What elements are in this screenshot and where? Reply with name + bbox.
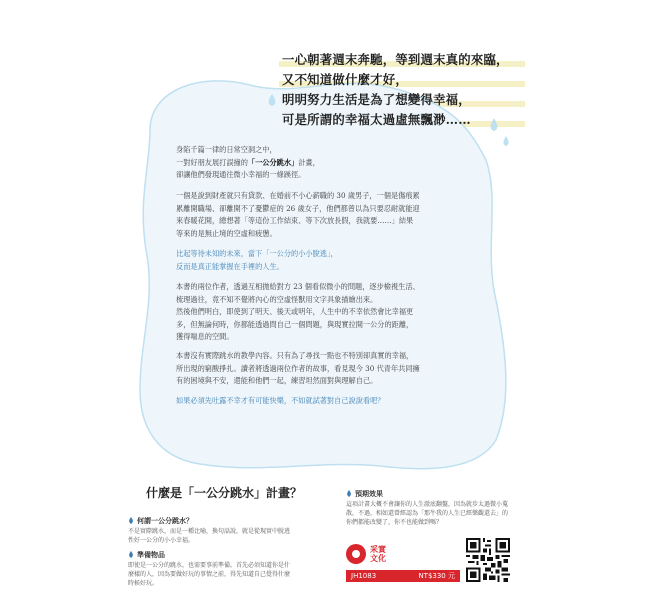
book-content-paragraph: [176, 350, 476, 388]
body-line: 一對好朋友展打誤撞的「一公分跳水」計畫，: [176, 157, 320, 167]
section-heading: 何謂一公分跳水？: [128, 516, 193, 526]
headline-line: 一心朝著週末奔馳，等到週末真的來臨，: [282, 50, 522, 70]
water-drop-icon: [346, 490, 352, 497]
blue-quote-1: [176, 248, 476, 273]
water-drop-icon: [269, 94, 276, 106]
body-line: 身陷千篇一律的日常空洞之中，: [176, 145, 277, 154]
body-line: 如果必須先吐露不幸才有可能快樂，不如就試著對自己說說看吧？: [176, 396, 385, 405]
headline-line: 可是所謂的幸福太過虛無飄渺……: [282, 110, 522, 130]
body-line: 所出現的窮酸掙扎。讀者將透過兩位作者的故事，看見現今 30 代青年共同擁: [176, 363, 420, 373]
story-paragraph: [176, 190, 476, 240]
section-heading: 準備物品: [128, 550, 165, 560]
water-drop-icon: [503, 136, 508, 146]
body-line: 梳理過往，竟不知不覺將內心的空虛怪獸用文字具象描繪出來。: [176, 294, 378, 304]
body-line: 有的困境與不安，還能和他們一起，練習坦然面對與理解自己。: [176, 376, 378, 386]
water-drop-icon: [128, 517, 134, 524]
body-line: 一個是說到財產就只有貸款、在婚前不小心薪職的 30 歲男子，一個是傷痕累: [176, 191, 420, 200]
headline-line: 明明努力生活是為了想變得幸福，: [282, 90, 522, 110]
qr-code-icon: [466, 538, 510, 582]
publisher-logo-icon: [346, 544, 366, 564]
body-line: 反而是真正能掌握在手裡的人生。: [176, 261, 284, 271]
body-line: 然後他們明白，即使到了明天、後天或明年，人生中的不幸依然會比幸福更: [176, 307, 414, 317]
body-line: 累離開職場、卻離開不了憂鬱症的 26 歲女子，他們都曾以為只要忍耐就能迎: [176, 203, 420, 213]
headline-line: 又不知道做什麼才好，: [282, 70, 522, 90]
book-code: JH1083: [351, 572, 377, 580]
publisher-logo: 采實 文化: [346, 544, 402, 564]
body-line: 獲得喘息的空間。: [176, 332, 234, 342]
headline: [282, 50, 522, 130]
water-drop-icon: [128, 551, 134, 558]
book-price: NT$330 元: [418, 572, 455, 580]
body-line: 本書的兩位作者，透過互相拋給對方 23 個看似微小的問題，逐步檢視生活、: [176, 282, 420, 291]
authors-paragraph: [176, 281, 476, 344]
body-line: 卻讓他們發現通往微小幸福的一條蹊徑。: [176, 170, 306, 180]
body-line: 來春暖花開，總想著「等這份工作結束、等下次放長假，我就要……」結果: [176, 216, 414, 226]
body-line: 比起等待未知的未來，當下「一公分的小小脫逃」，: [176, 249, 338, 258]
body-line: 多，但無論何時，你都能透過問自己一個問題，與現實拉開一公分的距離，: [176, 319, 414, 329]
section-text: 這項計畫大概不會讓你的人生澈底翻盤，因為就步太過微小蒐 散，不過，相如還曾經認為「那牛我的人生已經樂觀還去」的 你們都能改變了，你不也能做到嗎？: [346, 501, 509, 526]
section-text: 即使是一公分的跳水，也需要事前準備。首先必須知道你是什 麼樣的人，因為要做好玩的事情之前，得先知道自己覺得什麼 時候好玩。: [128, 562, 291, 587]
intro-paragraph: [176, 144, 476, 182]
bottom-section-title: 什麼是「一公分跳水」計畫？: [146, 486, 303, 500]
price-bar: [346, 570, 460, 582]
body-line: 等來的是無止境的空虛和疲憊。: [176, 228, 277, 238]
body-line: 本書沒有實際跳水的教學內容。只有為了尋找一點也不特別卻真實的幸福，: [176, 351, 414, 360]
blue-quote-2: [176, 395, 476, 408]
section-text: 不是實際跳水，而是一種比喻，換句話說，就是從現實中脫逃 性好一公分的小小幸福。: [128, 528, 291, 544]
section-heading: 預期效果: [346, 489, 383, 499]
